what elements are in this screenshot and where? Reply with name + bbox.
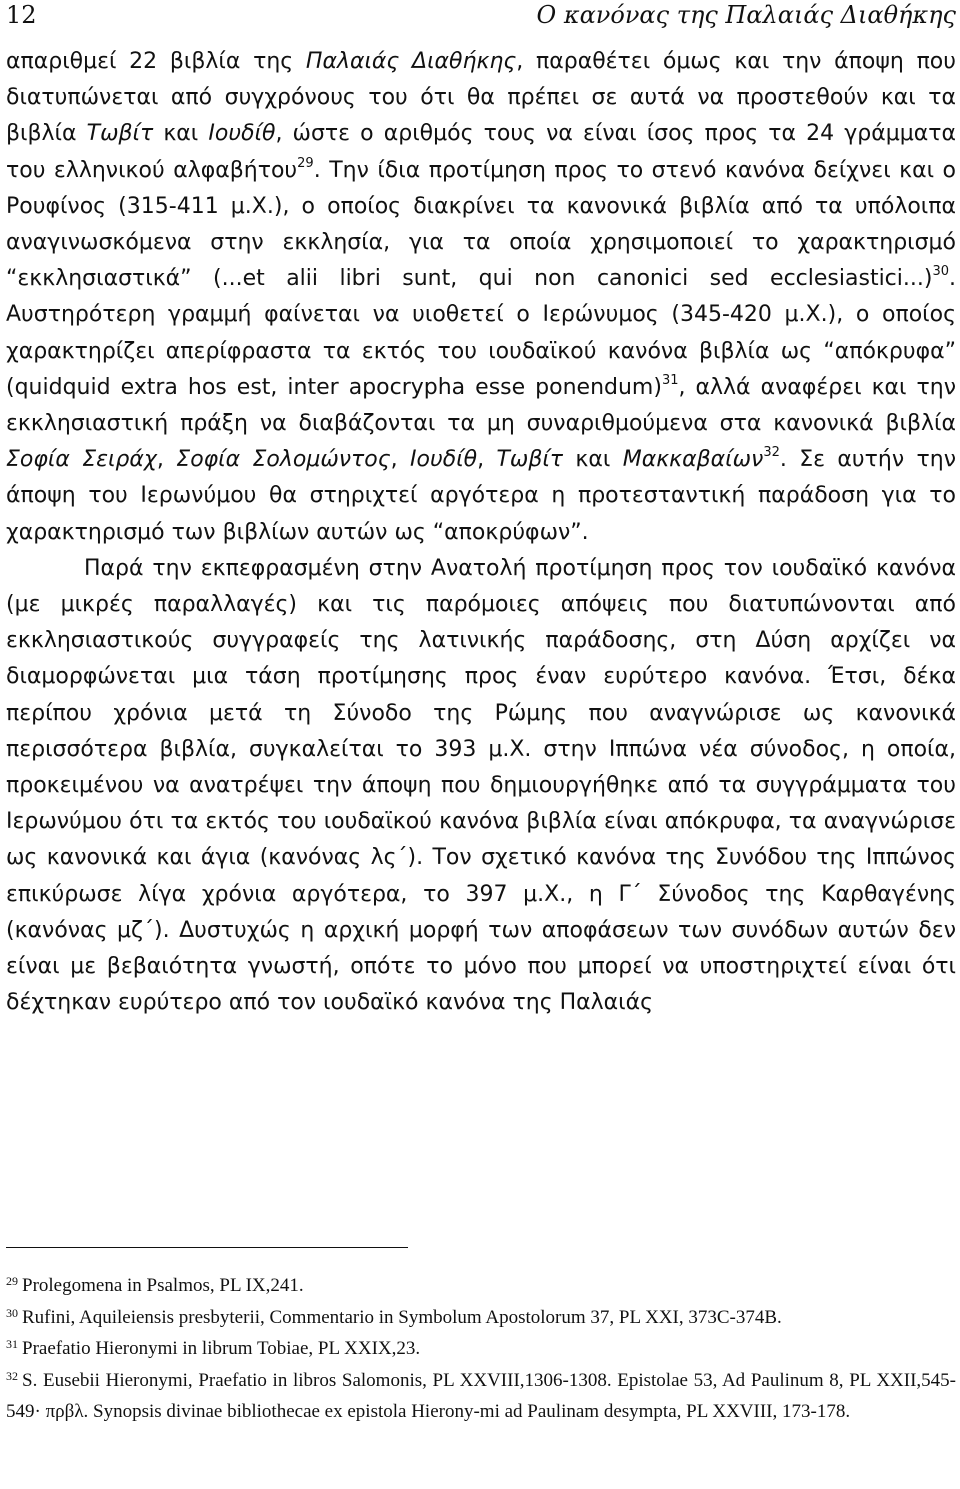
text-run: , παραθέτει όμως και την άποψη που διατυπώνεται από συγχρόνους του ότι θα πρέπει σε αυτά να προστεθούν και τα βιβλία [6,49,956,147]
book-title: Σοφία Σειράχ [6,447,157,473]
footnote [6,1270,956,1302]
footnote-text: Prolegomena in Psalmos, PL IX,241. [22,1275,304,1296]
footnote [6,1365,956,1428]
text-run: , ώστε ο αριθμός τους να είναι ίσος προς τα 24 γράμματα του ελληνικού αλφαβήτου [6,121,957,183]
footnote-ref: 29 [297,155,314,171]
text-run: και [153,121,209,147]
book-title: Σοφία Σολομώντος [176,447,391,473]
footnote-number: 30 [6,1305,18,1320]
book-title: Παλαιάς Διαθήκης [305,49,517,74]
running-title: Ο κανόνας της Παλαιάς Διαθήκης [536,1,956,29]
text-run: . Την ίδια προτίμηση προς το στενό κανόνα δείχνει και ο Ρουφίνος (315-411 μ.Χ.), ο οποίος διακρίνει τα κανονικά βιβλία από τα υπόλοιπα αναγινωσκόμενα στην εκκλησία, για τα οποία χρησιμοποιεί το χαρακτηρισμό “εκκλησιαστικά” (...et alii libri sunt, qui non canonici sed ecclesiastici...) [6,157,956,292]
text-run: και [563,447,623,473]
footnote-number: 29 [6,1274,18,1288]
footnote-separator [6,1247,408,1248]
paragraph-2: Παρά την εκπεφρασμένη στην Ανατολή προτίμηση προς τον ιουδαϊκό κανόνα (με μικρές παραλλαγές) και τις παρόμοιες απόψεις που διατυπώνονται από εκκλησιαστικούς συγγραφείς της λατινικής παράδοσης, στη Δύση αρχίζει να διαμορφώνεται μια τάση προτίμησης προς έναν ευρύτερο κανόνα. Έτσι, δέκα περίπου χρόνια μετά τη Σύνοδο της Ρώμης που αναγνώρισε ως κανονικά περισσότερα βιβλία, συγκαλείται το 393 μ.Χ. στην Ιππώνα νέα σύνοδος, η οποία, προκειμένου να ανατρέψει την άποψη που δημιουργήθηκε από τα συγγράμματα του Ιερωνύμου ότι τα εκτός του ιουδαϊκού κανόνα βιβλία είναι απόκρυφα, τα αναγνώρισε ως κανονικά και άγια (κανόνας λς΄). Τον σχετικό κανόνα της Συνόδου της Ιππώνος επικύρωσε λίγα χρόνια αργότερα, το 397 μ.Χ., η Γ΄ Σύνοδος της Καρθαγένης (κανόνας μζ΄). Δυστυχώς η αρχική μορφή των αποφάσεων των συνόδων αυτών δεν είναι με βεβαιότητα γνωστή, οπότε το μόνο που μπορεί να υποστηριχτεί είναι ότι δέχτηκαν ευρύτερο από τον ιουδαϊκό κανόνα της Παλαιάς [6,555,956,1016]
text-run: , αλλά αναφέρει και την εκκλησιαστική πράξη να διαβάζονται τα μη συναριθμούμενα στα κανονικά βιβλία [6,374,956,437]
book-title: Τωβίτ [86,121,154,147]
footnote-ref: 30 [932,264,949,280]
paragraph-1 [6,44,956,551]
text-run: . Αυστηρότερη γραμμή φαίνεται να υιοθετεί ο Ιερώνυμος (345-420 μ.Χ.), ο οποίος χαρακτηρίζει απερίφραστα τα εκτός του ιουδαϊκού κανόνα βιβλία ως “απόκρυφα” (quidquid extra hos est, inter apocrypha esse ponendum) [6,266,956,400]
book-title: Τωβίτ [496,447,564,473]
footnote-text: S. Eusebii Hieronymi, Praefatio in libros Salomonis, PL XXVIII,1306-1308. Epistolae 53, Ad Paulinum 8, PL XXII,545-549· πρβλ. Synopsis divinae bibliothecae ex epistola Hierony-mi ad Paulinam desympta, PL XXVIII, 173-178. [6,1369,956,1422]
book-title: Μακκαβαίων [622,447,764,473]
footnote-ref: 31 [661,372,679,388]
text-run: . Σε αυτήν την άποψη του Ιερωνύμου θα στηριχτεί αργότερα η προτεσταντική παράδοση για το χαρακτηρισμό των βιβλίων αυτών ως “αποκρύφων”. [6,447,956,545]
footnote-ref: 32 [763,445,780,461]
book-title: Ιουδίθ [208,121,276,147]
text-run: , [156,447,177,473]
book-title: Ιουδίθ [410,447,478,473]
footnotes [6,1270,956,1428]
footnote-number: 32 [6,1368,18,1383]
main-text [6,44,956,1021]
text-run: , [390,447,411,473]
footnote-number: 31 [6,1337,18,1351]
running-header [6,0,956,36]
footnote-text: Praefatio Hieronymi in librum Tobiae, PL XXIX,23. [22,1338,421,1359]
text-run: , [477,447,497,473]
footnote-text: Rufini, Aquileiensis presbyterii, Commentario in Symbolum Apostolorum 37, PL XXI, 373C-374B. [22,1306,782,1328]
footnote [6,1302,956,1334]
text-run: απαριθμεί 22 βιβλία της [6,49,306,74]
footnote [6,1333,956,1365]
page-number: 12 [6,1,37,29]
